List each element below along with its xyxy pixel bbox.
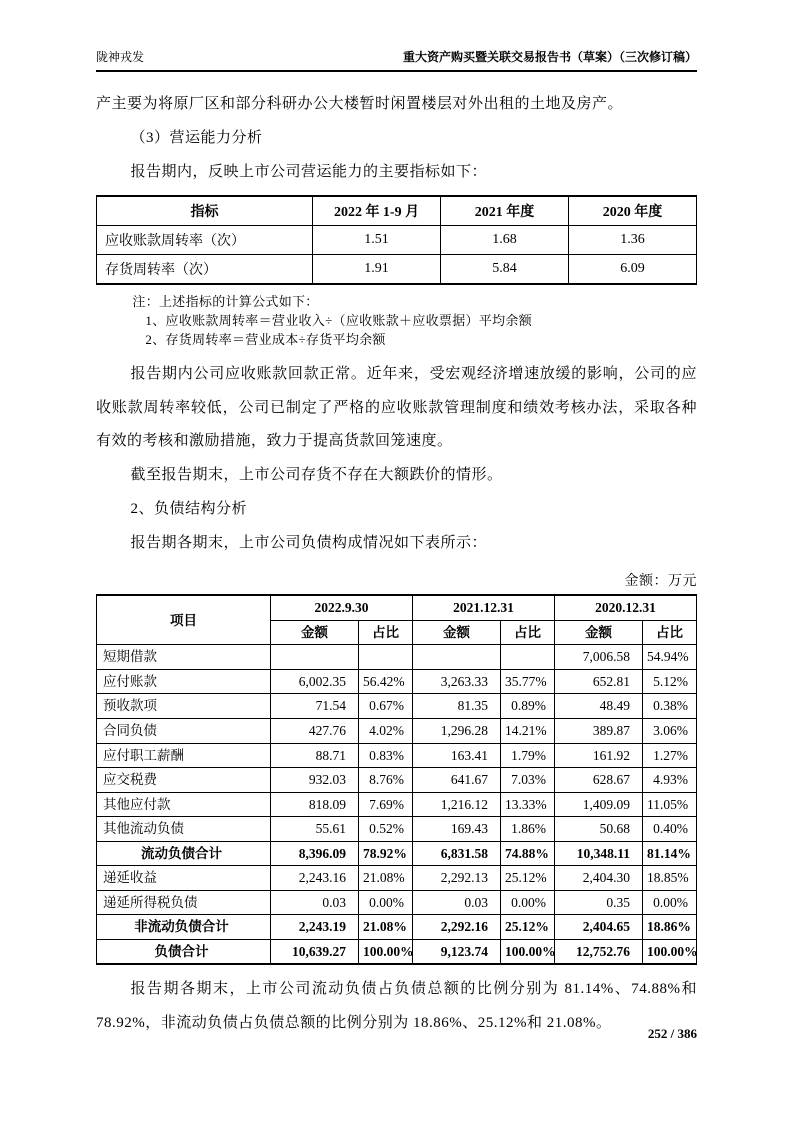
cell-ratio: 0.40% (643, 817, 697, 842)
cell-amount: 0.03 (413, 890, 501, 915)
cell-ratio: 7.69% (359, 792, 413, 817)
liability-header-row-periods (97, 595, 697, 620)
note-formula-2: 2、存货周转率＝营业成本÷存货平均余额 (145, 331, 386, 347)
page-number: 252 / 386 (647, 1026, 697, 1041)
cell-ratio: 100.00% (359, 939, 413, 964)
cell-amount: 71.54 (271, 694, 359, 719)
table-row (97, 743, 697, 768)
paragraph-inventory: 截至报告期末，上市公司存货不存在大额跌价的情形。 (130, 467, 503, 484)
cell-amount: 1,216.12 (413, 792, 501, 817)
row-label: 非流动负债合计 (97, 915, 271, 940)
cell-amount (271, 645, 359, 670)
row-label: 递延所得税负债 (97, 890, 271, 915)
cell-amount: 1,409.09 (555, 792, 643, 817)
table-row-total (97, 939, 697, 964)
cell-amount: 3,263.33 (413, 669, 501, 694)
cell-amount: 2,292.13 (413, 866, 501, 891)
heading-liability-structure: 2、负债结构分析 (130, 500, 248, 517)
heading-operating-capacity: （3）营运能力分析 (130, 129, 263, 146)
table-row (97, 719, 697, 744)
cell-amount: 0.03 (271, 890, 359, 915)
table-row (97, 226, 697, 255)
cell-ratio: 1.79% (501, 743, 555, 768)
liability-structure-table (96, 594, 697, 965)
note-title: 注：上述指标的计算公式如下： (132, 294, 319, 310)
cell-amount: 6,002.35 (271, 669, 359, 694)
liability-header-period-2021: 2021.12.31 (413, 595, 555, 620)
cell-amount: 1,296.28 (413, 719, 501, 744)
cell-ratio: 1.86% (501, 817, 555, 842)
cell-ratio: 21.08% (359, 866, 413, 891)
cell-value: 1.36 (569, 226, 697, 255)
cell-amount: 50.68 (555, 817, 643, 842)
cell-amount: 9,123.74 (413, 939, 501, 964)
table-row (97, 817, 697, 842)
cell-amount: 88.71 (271, 743, 359, 768)
cell-amount: 2,243.19 (271, 915, 359, 940)
cell-value: 1.51 (313, 226, 441, 255)
table-row (97, 768, 697, 793)
table-row-subtotal-noncurrent (97, 915, 697, 940)
cell-ratio (501, 645, 555, 670)
cell-amount: 652.81 (555, 669, 643, 694)
cell-amount: 2,243.16 (271, 866, 359, 891)
ratio-header-period-2022: 2022 年 1-9 月 (313, 196, 441, 226)
cell-amount: 818.09 (271, 792, 359, 817)
cell-ratio: 0.38% (643, 694, 697, 719)
table-notes (96, 293, 697, 350)
cell-amount: 6,831.58 (413, 841, 501, 866)
cell-ratio: 18.86% (643, 915, 697, 940)
cell-ratio: 74.88% (501, 841, 555, 866)
cell-ratio: 0.52% (359, 817, 413, 842)
row-label: 应付账款 (97, 669, 271, 694)
row-label: 流动负债合计 (97, 841, 271, 866)
page-content (96, 72, 697, 1041)
subheader-amount: 金额 (413, 620, 501, 645)
table-row (97, 255, 697, 285)
cell-amount: 389.87 (555, 719, 643, 744)
operating-capacity-table (96, 195, 697, 285)
cell-ratio: 0.83% (359, 743, 413, 768)
cell-ratio: 0.89% (501, 694, 555, 719)
cell-amount: 169.43 (413, 817, 501, 842)
cell-amount: 641.67 (413, 768, 501, 793)
cell-ratio: 3.06% (643, 719, 697, 744)
cell-ratio: 0.00% (359, 890, 413, 915)
cell-amount: 161.92 (555, 743, 643, 768)
cell-ratio: 5.12% (643, 669, 697, 694)
subheader-ratio: 占比 (359, 620, 413, 645)
cell-ratio: 11.05% (643, 792, 697, 817)
cell-ratio: 8.76% (359, 768, 413, 793)
row-label: 应付职工薪酬 (97, 743, 271, 768)
cell-ratio: 4.02% (359, 719, 413, 744)
cell-ratio: 0.00% (501, 890, 555, 915)
cell-amount: 7,006.58 (555, 645, 643, 670)
cell-ratio: 21.08% (359, 915, 413, 940)
cell-ratio: 100.00% (643, 939, 697, 964)
row-label: 其他应付款 (97, 792, 271, 817)
liability-header-item: 项目 (97, 595, 271, 645)
ratio-header-period-2020: 2020 年度 (569, 196, 697, 226)
table-row (97, 669, 697, 694)
cell-amount: 427.76 (271, 719, 359, 744)
row-label: 应收账款周转率（次） (97, 226, 313, 255)
cell-amount: 10,348.11 (555, 841, 643, 866)
cell-amount: 81.35 (413, 694, 501, 719)
row-label: 其他流动负债 (97, 817, 271, 842)
row-label: 负债合计 (97, 939, 271, 964)
paragraph-conclusion: 报告期各期末，上市公司流动负债占负债总额的比例分别为 81.14%、74.88%和 78.92%，非流动负债占负债总额的比例分别为 18.86%、25.12%和 21.08%。 (96, 981, 697, 1032)
row-label: 应交税费 (97, 768, 271, 793)
cell-amount: 163.41 (413, 743, 501, 768)
cell-value: 1.91 (313, 255, 441, 285)
ratio-table-header-row (97, 196, 697, 226)
cell-ratio: 25.12% (501, 866, 555, 891)
cell-value: 5.84 (441, 255, 569, 285)
liability-header-period-2022: 2022.9.30 (271, 595, 413, 620)
cell-ratio: 100.00% (501, 939, 555, 964)
cell-value: 1.68 (441, 226, 569, 255)
cell-amount: 932.03 (271, 768, 359, 793)
row-label: 预收款项 (97, 694, 271, 719)
cell-amount: 628.67 (555, 768, 643, 793)
cell-ratio: 1.27% (643, 743, 697, 768)
cell-ratio: 54.94% (643, 645, 697, 670)
cell-ratio: 0.67% (359, 694, 413, 719)
row-label: 存货周转率（次） (97, 255, 313, 285)
table-row (97, 645, 697, 670)
cell-amount: 8,396.09 (271, 841, 359, 866)
table-row-subtotal-current (97, 841, 697, 866)
note-formula-1: 1、应收账款周转率＝营业收入÷（应收账款＋应收票据）平均余额 (145, 313, 533, 329)
cell-value: 6.09 (569, 255, 697, 285)
table-row (97, 792, 697, 817)
cell-amount: 0.35 (555, 890, 643, 915)
paragraph-receivables: 报告期内公司应收账款回款正常。近年来，受宏观经济增速放缓的影响，公司的应收账款周转率较低，公司已制定了严格的应收账款管理制度和绩效考核办法，采取各种有效的考核和激励措施，致力于提高货款回笼速度。 (96, 365, 697, 450)
cell-ratio: 35.77% (501, 669, 555, 694)
ratio-header-indicator: 指标 (97, 196, 313, 226)
cell-amount: 10,639.27 (271, 939, 359, 964)
cell-ratio: 7.03% (501, 768, 555, 793)
row-label: 短期借款 (97, 645, 271, 670)
cell-ratio: 25.12% (501, 915, 555, 940)
cell-ratio: 0.00% (643, 890, 697, 915)
cell-ratio: 81.14% (643, 841, 697, 866)
cell-amount: 2,404.30 (555, 866, 643, 891)
cell-ratio: 14.21% (501, 719, 555, 744)
row-label: 递延收益 (97, 866, 271, 891)
subheader-amount: 金额 (271, 620, 359, 645)
cell-ratio: 18.85% (643, 866, 697, 891)
cell-amount: 2,292.16 (413, 915, 501, 940)
unit-label: 金额：万元 (624, 574, 697, 590)
paragraph-lead-liability-table: 报告期各期末，上市公司负债构成情况如下表所示： (130, 534, 488, 551)
cell-amount: 48.49 (555, 694, 643, 719)
cell-amount: 12,752.76 (555, 939, 643, 964)
subheader-ratio: 占比 (501, 620, 555, 645)
cell-ratio: 78.92% (359, 841, 413, 866)
ratio-header-period-2021: 2021 年度 (441, 196, 569, 226)
cell-ratio (359, 645, 413, 670)
page-header (96, 48, 697, 72)
table-row (97, 694, 697, 719)
table-row (97, 866, 697, 891)
table-row (97, 890, 697, 915)
header-report-title: 重大资产购买暨关联交易报告书（草案）（三次修订稿） (402, 50, 697, 64)
cell-ratio: 56.42% (359, 669, 413, 694)
cell-ratio: 13.33% (501, 792, 555, 817)
liability-header-period-2020: 2020.12.31 (555, 595, 697, 620)
subheader-amount: 金额 (555, 620, 643, 645)
row-label: 合同负债 (97, 719, 271, 744)
cell-amount: 55.61 (271, 817, 359, 842)
cell-amount (413, 645, 501, 670)
cell-ratio: 4.93% (643, 768, 697, 793)
cell-amount: 2,404.65 (555, 915, 643, 940)
paragraph-lead-ratio-table: 报告期内，反映上市公司营运能力的主要指标如下： (130, 163, 488, 180)
header-company-name: 陇神戎发 (96, 50, 145, 64)
paragraph-continuation: 产主要为将原厂区和部分科研办公大楼暂时闲置楼层对外出租的土地及房产。 (96, 96, 624, 112)
subheader-ratio: 占比 (643, 620, 697, 645)
